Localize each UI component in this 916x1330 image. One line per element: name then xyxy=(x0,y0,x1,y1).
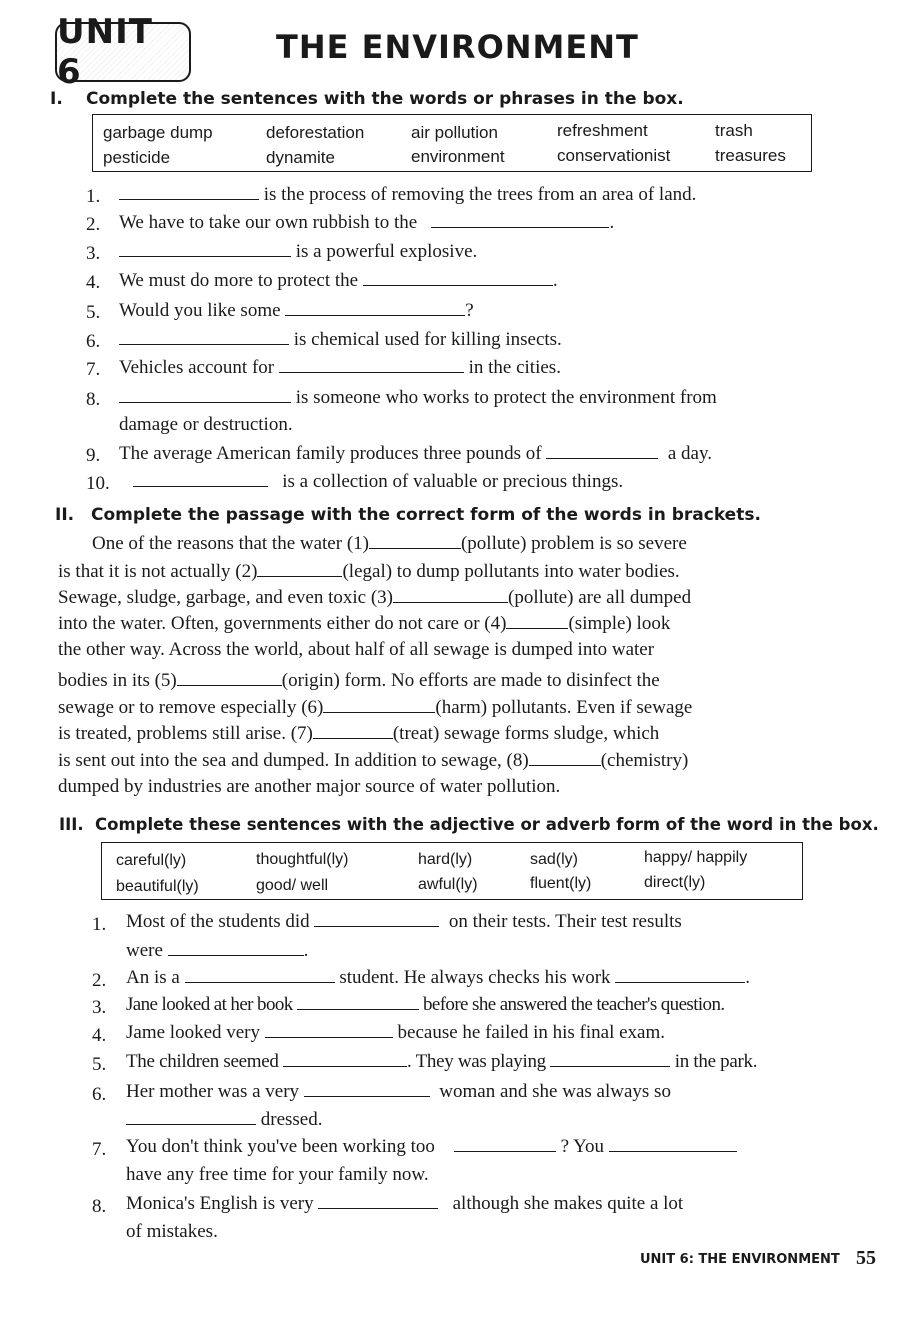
item-number: 8. xyxy=(86,389,101,410)
sentence xyxy=(119,387,717,409)
item-number: 4. xyxy=(86,272,101,293)
sentence-text: ? xyxy=(465,300,474,321)
passage-line: is sent out into the sea and dumped. In addition to sewage, (8) (chemistry) xyxy=(58,750,689,771)
item-number: 6. xyxy=(86,331,101,352)
sentence-text: a day. xyxy=(667,443,712,464)
word-box-item: conservationist xyxy=(557,146,671,165)
sentence-continuation: damage or destruction. xyxy=(119,414,293,435)
item-number: 7. xyxy=(86,359,101,380)
passage-line: is that it is not actually (2) (legal) to dump pollutants into water bodies. xyxy=(58,561,680,582)
sentence-text: is a powerful explosive. xyxy=(295,241,478,262)
item-number: 2. xyxy=(92,970,107,991)
item-number: 1. xyxy=(92,914,107,935)
section-3-instruction: Complete these sentences with the adjective or adverb form of the word in the box. xyxy=(95,815,879,834)
passage-line: is treated, problems still arise. (7) (treat) sewage forms sludge, which xyxy=(58,723,660,744)
item-number: 4. xyxy=(92,1025,107,1046)
word-box-item: direct(ly) xyxy=(644,874,706,891)
section-1-instruction: Complete the sentences with the words or phrases in the box. xyxy=(86,89,684,109)
passage-line: One of the reasons that the water (1) (pollute) problem is so severe xyxy=(92,533,687,554)
word-box-item: air pollution xyxy=(411,123,498,142)
sentence-text: is chemical used for killing insects. xyxy=(293,329,562,350)
answer-blank[interactable] xyxy=(393,588,508,603)
answer-blank[interactable] xyxy=(133,472,268,487)
section-3-number: III. xyxy=(59,815,84,834)
section-1-heading xyxy=(50,89,684,109)
sentence: Jame looked very because he failed in his final exam. xyxy=(126,1022,665,1043)
word-box-item: fluent(ly) xyxy=(530,875,592,892)
sentence: Monica's English is very although she makes quite a lot xyxy=(126,1193,684,1214)
item-number: 9. xyxy=(86,445,101,466)
answer-blank[interactable] xyxy=(304,1082,430,1097)
answer-blank[interactable] xyxy=(615,968,745,983)
word-box-2 xyxy=(101,842,803,900)
word-box-item: treasures xyxy=(715,146,786,165)
passage-line: sewage or to remove especially (6) (harm) pollutants. Even if sewage xyxy=(58,697,693,718)
sentence xyxy=(119,212,614,234)
answer-blank[interactable] xyxy=(454,1137,556,1152)
passage-line: dumped by industries are another major source of water pollution. xyxy=(58,776,561,797)
section-3-heading xyxy=(59,815,879,834)
passage-line: Sewage, sludge, garbage, and even toxic (3) (pollute) are all dumped xyxy=(58,587,692,608)
word-box-item: garbage dump xyxy=(103,123,213,142)
answer-blank[interactable] xyxy=(550,1052,670,1067)
sentence xyxy=(119,443,712,465)
sentence xyxy=(119,241,477,263)
answer-blank[interactable] xyxy=(283,1052,407,1067)
sentence xyxy=(119,357,561,379)
word-box-item: environment xyxy=(411,147,505,166)
sentence-text: . xyxy=(552,270,558,291)
answer-blank[interactable] xyxy=(285,301,465,316)
sentence-text: in the cities. xyxy=(468,357,561,378)
word-box-item: trash xyxy=(715,121,753,140)
sentence-text: Would you like some xyxy=(119,300,281,321)
section-1-number: I. xyxy=(50,89,63,109)
sentence xyxy=(119,329,562,351)
sentence-text: is a collection of valuable or precious things. xyxy=(282,471,624,492)
word-box-1 xyxy=(92,114,812,172)
sentence-continuation: have any free time for your family now. xyxy=(126,1164,429,1185)
answer-blank[interactable] xyxy=(279,358,464,373)
sentence xyxy=(133,471,623,493)
word-box-item: dynamite xyxy=(266,148,335,167)
item-number: 2. xyxy=(86,214,101,235)
sentence-text: The average American family produces three pounds of xyxy=(119,443,542,464)
sentence-text: We have to take our own rubbish to the xyxy=(119,212,418,233)
sentence: Jane looked at her book before she answered the teacher's question. xyxy=(126,994,725,1015)
section-2-instruction: Complete the passage with the correct form of the words in brackets. xyxy=(91,505,761,525)
sentence-text: Vehicles account for xyxy=(119,357,275,378)
passage-line: the other way. Across the world, about half of all sewage is dumped into water xyxy=(58,639,655,660)
answer-blank[interactable] xyxy=(609,1137,737,1152)
sentence-continuation: were . xyxy=(126,940,309,961)
sentence-text: is someone who works to protect the environment from xyxy=(295,387,717,408)
answer-blank[interactable] xyxy=(119,388,291,403)
unit-badge: UNIT 6 xyxy=(55,22,191,82)
answer-blank[interactable] xyxy=(168,941,304,956)
word-box-item: beautiful(ly) xyxy=(116,878,199,895)
sentence xyxy=(119,184,696,206)
item-number: 3. xyxy=(92,997,107,1018)
sentence-text: . xyxy=(609,212,615,233)
item-number: 6. xyxy=(92,1084,107,1105)
answer-blank[interactable] xyxy=(265,1023,393,1038)
sentence-text: We must do more to protect the xyxy=(119,270,359,291)
sentence-continuation: dressed. xyxy=(126,1109,322,1131)
sentence xyxy=(119,300,474,322)
answer-blank[interactable] xyxy=(546,444,658,459)
word-box-item: awful(ly) xyxy=(418,876,478,893)
item-number: 5. xyxy=(86,302,101,323)
answer-blank[interactable] xyxy=(529,751,601,766)
answer-blank[interactable] xyxy=(369,534,461,549)
answer-blank[interactable] xyxy=(363,271,553,286)
word-box-item: pesticide xyxy=(103,148,171,167)
answer-blank[interactable] xyxy=(314,912,439,927)
answer-blank[interactable] xyxy=(323,698,435,713)
item-number: 8. xyxy=(92,1196,107,1217)
answer-blank[interactable] xyxy=(297,995,419,1010)
word-box-item: sad(ly) xyxy=(530,851,579,868)
answer-blank[interactable] xyxy=(119,330,289,345)
sentence: Her mother was a very woman and she was always so xyxy=(126,1081,671,1102)
item-number: 10. xyxy=(86,473,110,494)
answer-blank[interactable] xyxy=(119,185,259,200)
word-box-item: good/ well xyxy=(256,877,329,894)
answer-blank[interactable] xyxy=(119,242,291,257)
page-number: 55 xyxy=(856,1247,876,1269)
sentence: The children seemed . They was playing in the park. xyxy=(126,1051,758,1072)
word-box-item: happy/ happily xyxy=(644,849,748,866)
word-box-item: deforestation xyxy=(266,123,365,142)
word-box-item: thoughtful(ly) xyxy=(256,851,349,868)
section-2-number: II. xyxy=(55,505,75,525)
passage-line: into the water. Often, governments either do not care or (4) (simple) look xyxy=(58,613,671,634)
answer-blank[interactable] xyxy=(257,562,342,577)
sentence: An is a student. He always checks his work . xyxy=(126,967,751,988)
answer-blank[interactable] xyxy=(313,724,393,739)
item-number: 1. xyxy=(86,186,101,207)
sentence-continuation: of mistakes. xyxy=(126,1221,218,1242)
sentence-text: is the process of removing the trees from an area of land. xyxy=(263,184,697,205)
item-number: 3. xyxy=(86,243,101,264)
answer-blank[interactable] xyxy=(185,968,335,983)
answer-blank[interactable] xyxy=(506,614,568,629)
answer-blank[interactable] xyxy=(431,213,609,228)
word-box-item: hard(ly) xyxy=(418,851,473,868)
word-box-item: refreshment xyxy=(557,121,648,140)
answer-blank[interactable] xyxy=(177,671,282,686)
word-box-item: careful(ly) xyxy=(116,852,187,869)
sentence: You don't think you've been working too ? You xyxy=(126,1136,737,1158)
passage-line: bodies in its (5) (origin) form. No efforts are made to disinfect the xyxy=(58,670,660,691)
footer-label: UNIT 6: THE ENVIRONMENT xyxy=(640,1252,840,1267)
sentence xyxy=(119,270,558,292)
answer-blank[interactable] xyxy=(126,1110,256,1125)
item-number: 7. xyxy=(92,1139,107,1160)
section-2-heading xyxy=(55,505,761,525)
item-number: 5. xyxy=(92,1054,107,1075)
page-title: THE ENVIRONMENT xyxy=(276,28,639,66)
answer-blank[interactable] xyxy=(318,1194,438,1209)
sentence: Most of the students did on their tests. Their test results xyxy=(126,911,682,932)
